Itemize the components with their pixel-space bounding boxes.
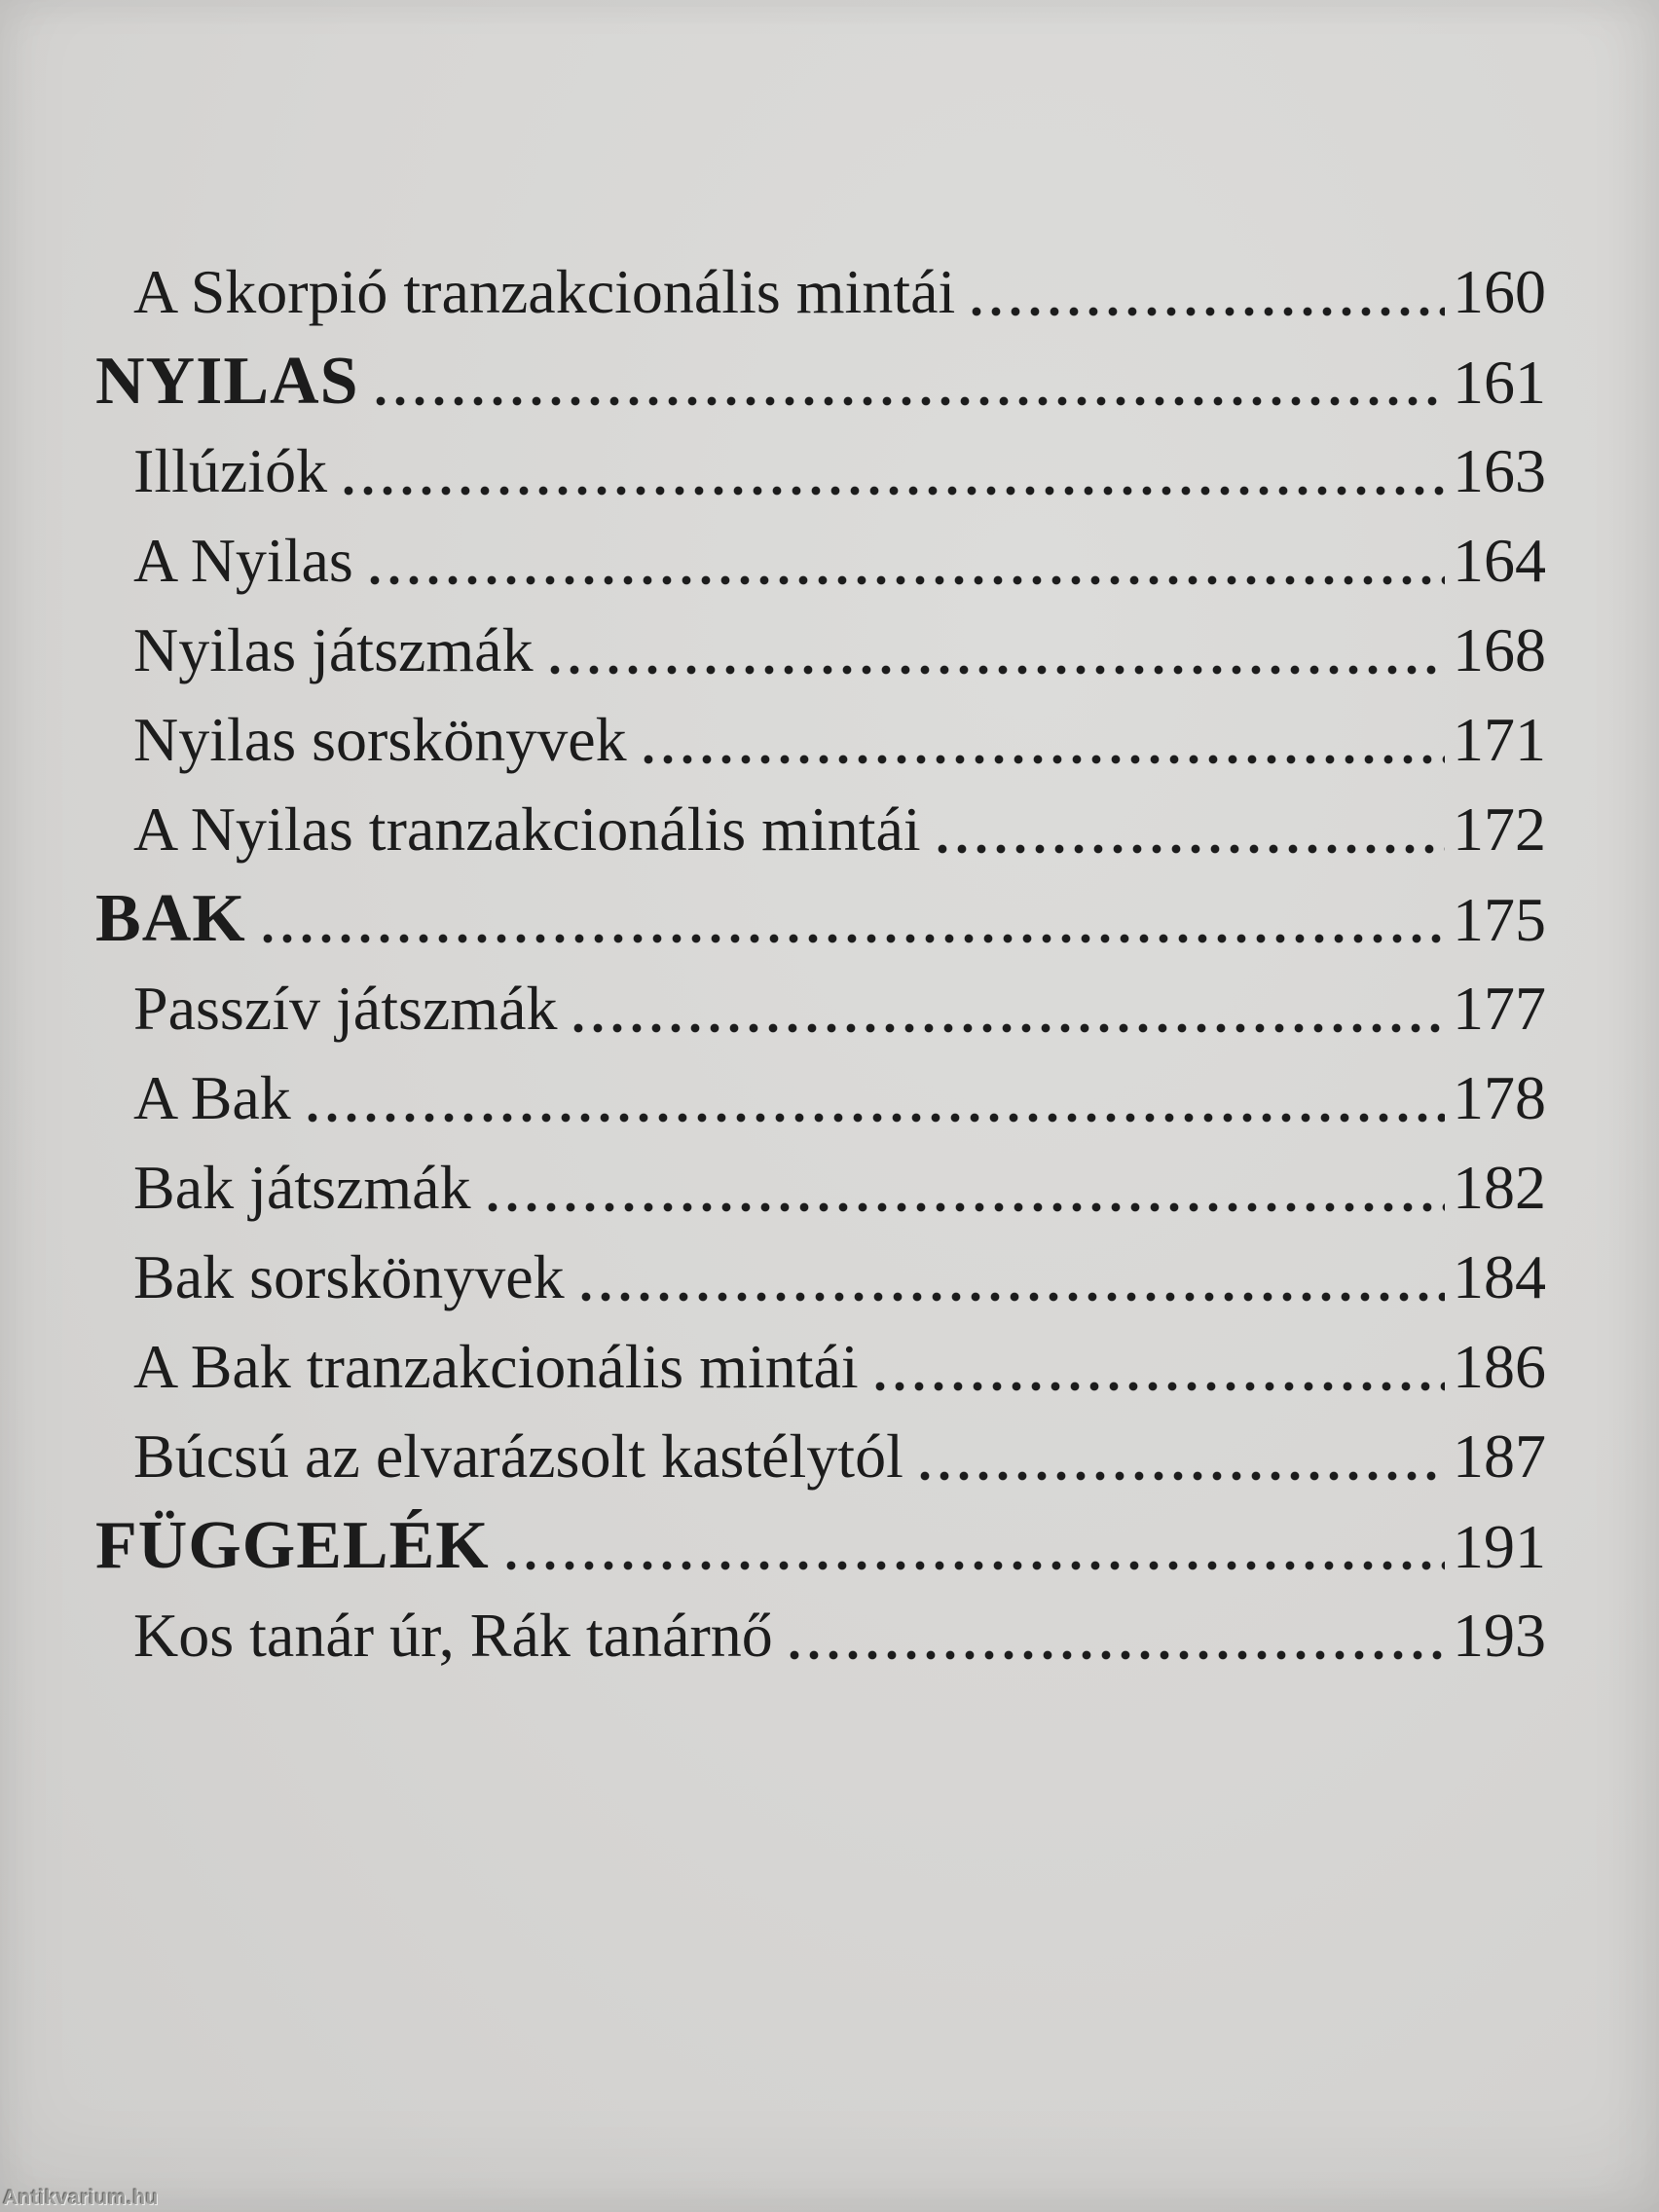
toc-row — [0, 606, 1546, 695]
dot-leader — [576, 1233, 1445, 1322]
antikvarium-watermark: Antikvarium.hu — [3, 2187, 159, 2209]
toc-entry-page: 184 — [1453, 1242, 1546, 1311]
dot-leader — [303, 1053, 1445, 1143]
toc-entry-label: Nyilas sorskönyvek — [133, 705, 627, 774]
dot-leader — [371, 337, 1445, 426]
toc-entry-page: 160 — [1453, 257, 1546, 326]
toc-row — [0, 1233, 1546, 1322]
toc-row — [0, 247, 1546, 337]
toc-entry-page: 171 — [1453, 705, 1546, 774]
toc-entry-page: 164 — [1453, 526, 1546, 595]
toc-row — [0, 1412, 1546, 1501]
toc-entry-page: 168 — [1453, 615, 1546, 684]
dot-leader — [915, 1412, 1445, 1501]
toc-row — [0, 964, 1546, 1053]
toc-entry-page: 177 — [1453, 974, 1546, 1043]
toc-entry-page: 187 — [1453, 1421, 1546, 1491]
toc-entry-label: Búcsú az elvarázsolt kastélytól — [133, 1421, 903, 1491]
toc-row — [0, 426, 1546, 516]
dot-leader — [870, 1322, 1445, 1412]
toc-row — [0, 695, 1546, 785]
toc-entry-page: 193 — [1453, 1601, 1546, 1670]
toc-entry-label: A Skorpió tranzakcionális mintái — [133, 257, 956, 326]
toc-row — [0, 337, 1546, 426]
dot-leader — [365, 516, 1445, 606]
dot-leader — [933, 785, 1445, 874]
toc-row — [0, 1322, 1546, 1412]
toc-entry-label: Bak sorskönyvek — [133, 1242, 565, 1311]
toc-entry-label: Passzív játszmák — [133, 974, 558, 1043]
toc-entry-label: Illúziók — [133, 436, 328, 505]
toc-entry-page: 172 — [1453, 794, 1546, 864]
toc-entry-label: A Nyilas tranzakcionális mintái — [133, 794, 921, 864]
toc-entry-label: A Nyilas — [133, 526, 353, 595]
dot-leader — [339, 426, 1445, 516]
toc-entry-label: FÜGGELÉK — [95, 1508, 490, 1583]
dot-leader — [258, 874, 1445, 964]
toc-entry-label: A Bak tranzakcionális mintái — [133, 1332, 859, 1401]
dot-leader — [569, 964, 1445, 1053]
toc-entry-page: 178 — [1453, 1063, 1546, 1132]
toc-entry-label: Kos tanár úr, Rák tanárnő — [133, 1601, 773, 1670]
toc-row — [0, 1143, 1546, 1233]
dot-leader — [967, 247, 1445, 337]
toc-row — [0, 874, 1546, 964]
dot-leader — [785, 1591, 1445, 1680]
toc-entry-label: A Bak — [133, 1063, 291, 1132]
toc-row — [0, 785, 1546, 874]
toc-entry-page: 182 — [1453, 1153, 1546, 1222]
toc-entry-page: 191 — [1453, 1512, 1546, 1581]
toc-entry-page: 175 — [1453, 885, 1546, 954]
toc-row — [0, 1053, 1546, 1143]
toc-entry-label: NYILAS — [95, 344, 359, 419]
toc-entry-page: 161 — [1453, 348, 1546, 417]
toc-entry-page: 186 — [1453, 1332, 1546, 1401]
toc-entry-page: 163 — [1453, 436, 1546, 505]
dot-leader — [483, 1143, 1445, 1233]
toc-entry-label: BAK — [95, 881, 246, 956]
dot-leader — [545, 606, 1445, 695]
toc-row — [0, 1501, 1546, 1591]
dot-leader — [639, 695, 1445, 785]
toc-row — [0, 516, 1546, 606]
toc-entry-label: Nyilas játszmák — [133, 615, 534, 684]
toc-row — [0, 1591, 1546, 1680]
dot-leader — [501, 1501, 1445, 1591]
toc-entry-label: Bak játszmák — [133, 1153, 471, 1222]
